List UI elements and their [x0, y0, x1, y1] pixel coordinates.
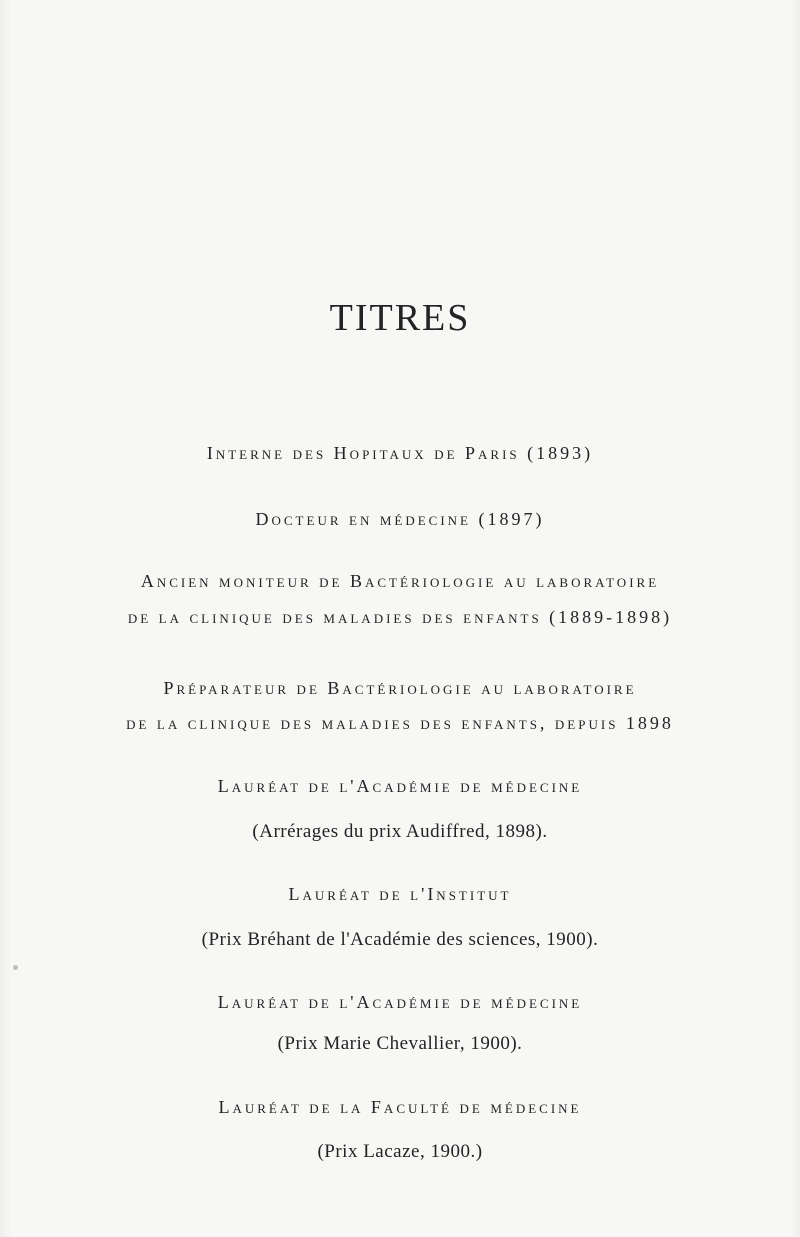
entry-preparateur-line-1: Préparateur de Bactériologie au laboratoire: [163, 678, 637, 698]
entry-preparateur-line-2: de la clinique des maladies des enfants, depuis 1898: [126, 713, 674, 733]
entry-ancien-moniteur-line-1: Ancien moniteur de Bactériologie au laboratoire: [140, 571, 660, 591]
entry-laureat-faculte-note: (Prix Lacaze, 1900.): [317, 1141, 483, 1162]
page-title: TITRES: [329, 297, 471, 340]
entry-laureat-faculte: Lauréat de la Faculté de médecine: [218, 1097, 582, 1117]
entry-interne: Interne des Hopitaux de Paris (1893): [206, 443, 594, 463]
entry-laureat-academie-1-note: (Arrérages du prix Audiffred, 1898).: [252, 821, 548, 842]
entry-laureat-academie-1: Lauréat de l'Académie de médecine: [217, 776, 583, 796]
entry-laureat-institut: Lauréat de l'Institut: [288, 884, 512, 904]
entry-docteur: Docteur en médecine (1897): [255, 509, 545, 529]
entry-ancien-moniteur-line-2: de la clinique des maladies des enfants (1889-1898): [127, 607, 673, 627]
entry-laureat-academie-2: Lauréat de l'Académie de médecine: [217, 992, 583, 1012]
entry-laureat-academie-2-note: (Prix Marie Chevallier, 1900).: [277, 1033, 523, 1054]
entry-laureat-institut-note: (Prix Bréhant de l'Académie des sciences, 1900).: [201, 929, 599, 950]
page-speck: [13, 965, 18, 970]
